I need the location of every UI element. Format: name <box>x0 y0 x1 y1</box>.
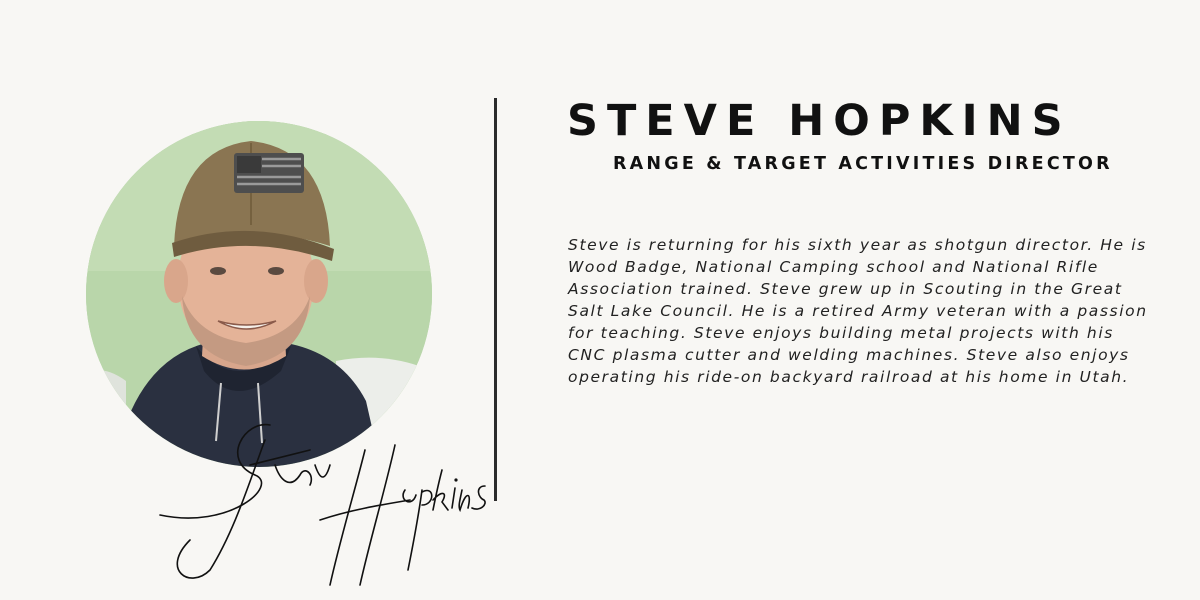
american-flag-icon <box>234 153 304 193</box>
signature <box>150 420 490 590</box>
profile-photo <box>86 121 432 467</box>
vertical-divider <box>494 98 497 501</box>
person-role: RANGE & TARGET ACTIVITIES DIRECTOR <box>613 154 1113 174</box>
person-bio: Steve is returning for his sixth year as shotgun director. He is Wood Badge, National Camping school and National Rifle Association trained. Steve grew up in Scouting in the Great Salt Lake Council. He is a retired Army veteran with a passion for teaching. Steve enjoys building metal projects with his CNC plasma cutter and welding machines. Steve also enjoys operating his ride-on backyard railroad at his home in Utah. <box>568 236 1148 386</box>
person-name: STEVE HOPKINS <box>567 96 1072 146</box>
